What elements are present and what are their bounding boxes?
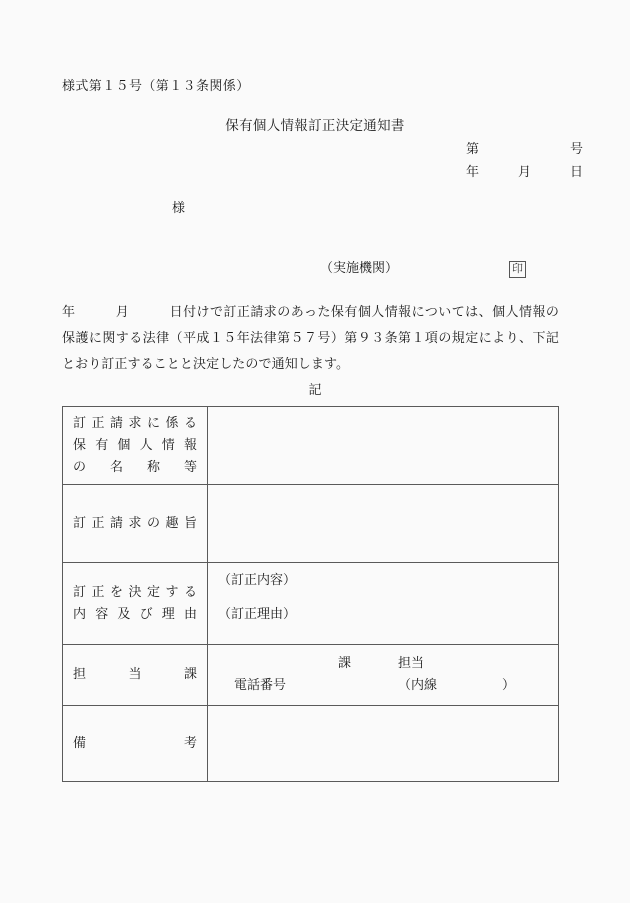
- extension-label: （内線 ）: [398, 678, 516, 693]
- table-row: [63, 563, 559, 645]
- row-value-remarks[interactable]: [208, 706, 559, 782]
- recipient-honorific: 様: [172, 201, 186, 216]
- body-paragraph: [62, 300, 559, 378]
- form-number: 様式第１５号（第１３条関係）: [62, 79, 250, 94]
- phone-label: 電話番号: [234, 678, 287, 693]
- document-number-line: 第 号: [466, 142, 584, 157]
- sub-label-correction-reason: （訂正理由）: [218, 607, 297, 622]
- contact-line-phone: [218, 675, 548, 697]
- row-value-decision-content[interactable]: [208, 563, 559, 645]
- label-line: 内容及び理由: [73, 606, 197, 622]
- label-line: 訂正を決定する: [73, 584, 197, 600]
- section-label: 課: [338, 656, 352, 671]
- table-row: [63, 485, 559, 563]
- table-row: [63, 407, 559, 485]
- spacer: [218, 591, 548, 605]
- row-label-remarks: [63, 706, 208, 782]
- person-in-charge-label: 担当: [398, 656, 425, 671]
- seal-icon: 印: [509, 261, 526, 278]
- form-table: [62, 406, 559, 782]
- table-row: [63, 706, 559, 782]
- label-line: 保有個人情報: [73, 437, 197, 453]
- table-row: [63, 645, 559, 706]
- agency-label: （実施機関）: [320, 261, 399, 276]
- sub-label-correction-content: （訂正内容）: [218, 573, 297, 588]
- body-paragraph-text: 年 月 日付けで訂正請求のあった保有個人情報については、個人情報の保護に関する法律（平成１５年法律第５７号）第９３条第１項の規定により、下記とおり訂正することと決定したので通知します。: [62, 305, 559, 372]
- label-line: の名称等: [73, 459, 197, 475]
- ki-marker: 記: [308, 383, 322, 398]
- document-date-line: 年 月 日: [466, 165, 584, 180]
- row-value-request-purpose[interactable]: [208, 485, 559, 563]
- page-title: 保有個人情報訂正決定通知書: [225, 118, 405, 134]
- row-value-department[interactable]: [208, 645, 559, 706]
- label-line: 訂正請求の趣旨: [73, 515, 197, 531]
- label-line: 訂正請求に係る: [73, 415, 197, 431]
- row-label-decision-content: [63, 563, 208, 645]
- label-line: 担当課: [73, 667, 197, 682]
- row-label-department: [63, 645, 208, 706]
- row-label-subject-name: [63, 407, 208, 485]
- label-line: 備考: [73, 735, 197, 751]
- row-label-request-purpose: [63, 485, 208, 563]
- row-value-subject-name[interactable]: [208, 407, 559, 485]
- contact-line-section: [218, 653, 548, 675]
